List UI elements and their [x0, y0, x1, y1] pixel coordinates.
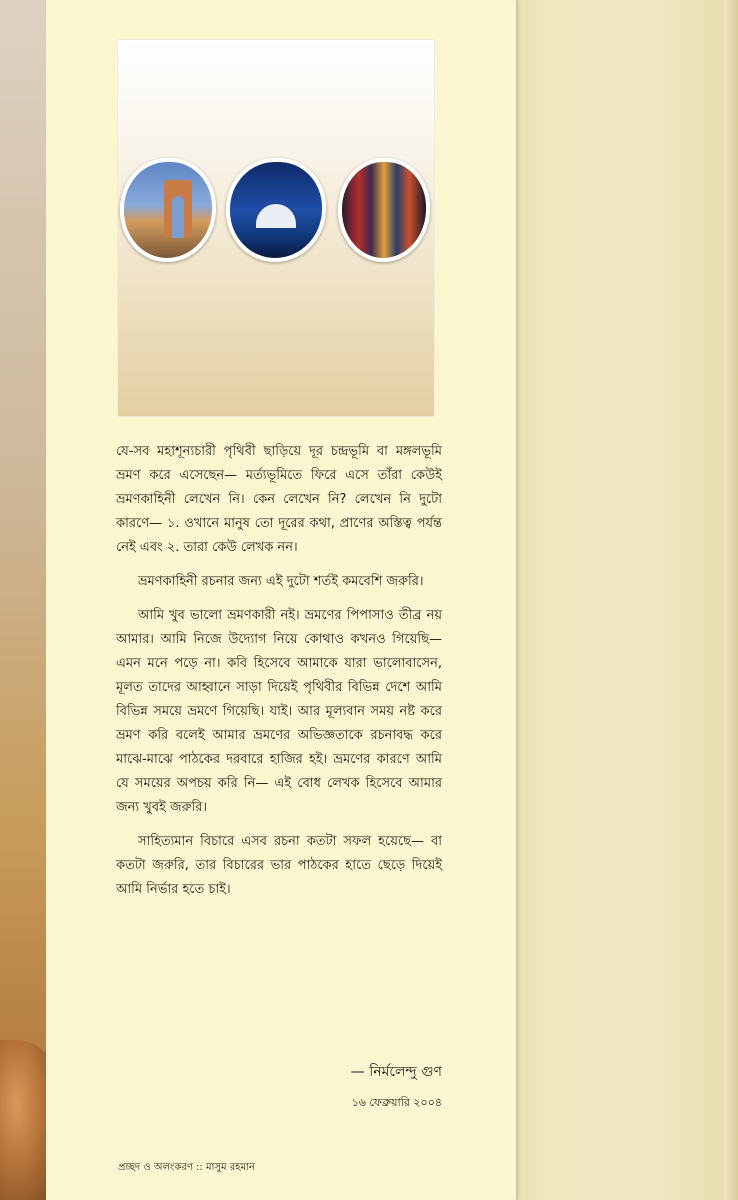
- paragraph: আমি খুব ভালো ভ্রমণকারী নই। ভ্রমণের পিপাসাও তীব্র নয় আমার। আমি নিজে উদ্যোগ নিয়ে কোথাও কখনও গিয়েছি— এমন মনে পড়ে না। কবি হিসেবে আমাকে যারা ভালোবাসেন, মূলত তাদের আহ্বানে সাড়া দিয়েই পৃথিবীর বিভিন্ন দেশে আমি বিভিন্ন সময়ে ভ্রমণে গিয়েছি। যাই। আর মূল্যবান সময় নষ্ট করে ভ্রমণ করি বলেই আমার ভ্রমণের অভিজ্ঞতাকে রচনাবদ্ধ করে মাঝে-মাঝে পাঠকের দরবারে হাজির হই। ভ্রমণের কারণে আমি যে সময়ের অপচয় করি নি— এই বোধ লেখক হিসেবে আমার জন্য খুবই জরুরি।: [116, 608, 442, 815]
- signature-date: ১৬ ফেব্রুয়ারি ২০০৪: [351, 1096, 442, 1109]
- paragraph: যে-সব মহাশূন্যচারী পৃথিবী ছাড়িয়ে দূর চন্দ্রভূমি বা মঙ্গলভূমি ভ্রমণ করে এসেছেন— মর্ত্যভূমিতে ফিরে এসে তাঁরা কেউই ভ্রমণকাহিনী লেখেন নি। কেন লেখেন নি? লেখেন নি দুটো কারণে— ১. ওখানে মানুষ তো দূরের কথা, প্রাণের অস্তিত্ব পর্যন্ত নেই এবং ২. তারা কেউ লেখক নন।: [116, 444, 442, 555]
- india-gate-arch-opening: [172, 196, 184, 238]
- paragraph: সাহিত্যমান বিচারে এসব রচনা কতটা সফল হয়েছে— বা কতটা জরুরি, তার বিচারের ভার পাঠকের হাতে ছেড়ে দিয়েই আমি নির্ভার হতে চাই।: [116, 834, 442, 897]
- author-signature: — নির্মলেন্দু গুণ: [350, 1064, 442, 1080]
- opera-house-shell: [256, 204, 296, 228]
- cover-design-credit: প্রচ্ছদ ও অলংকরণ :: মাসুম রহমান: [118, 1162, 255, 1173]
- city-lights-photo: [338, 158, 430, 262]
- flap-body-text: [116, 440, 442, 912]
- sydney-opera-house-photo: [226, 158, 326, 262]
- india-gate-photo: [120, 158, 216, 262]
- cover-illustration: [118, 40, 434, 416]
- back-cover: [516, 0, 738, 1200]
- back-cover-edge: [724, 0, 738, 1200]
- paragraph: ভ্রমণকাহিনী রচনার জন্য এই দুটো শর্তই কমবেশি জরুরি।: [138, 574, 424, 589]
